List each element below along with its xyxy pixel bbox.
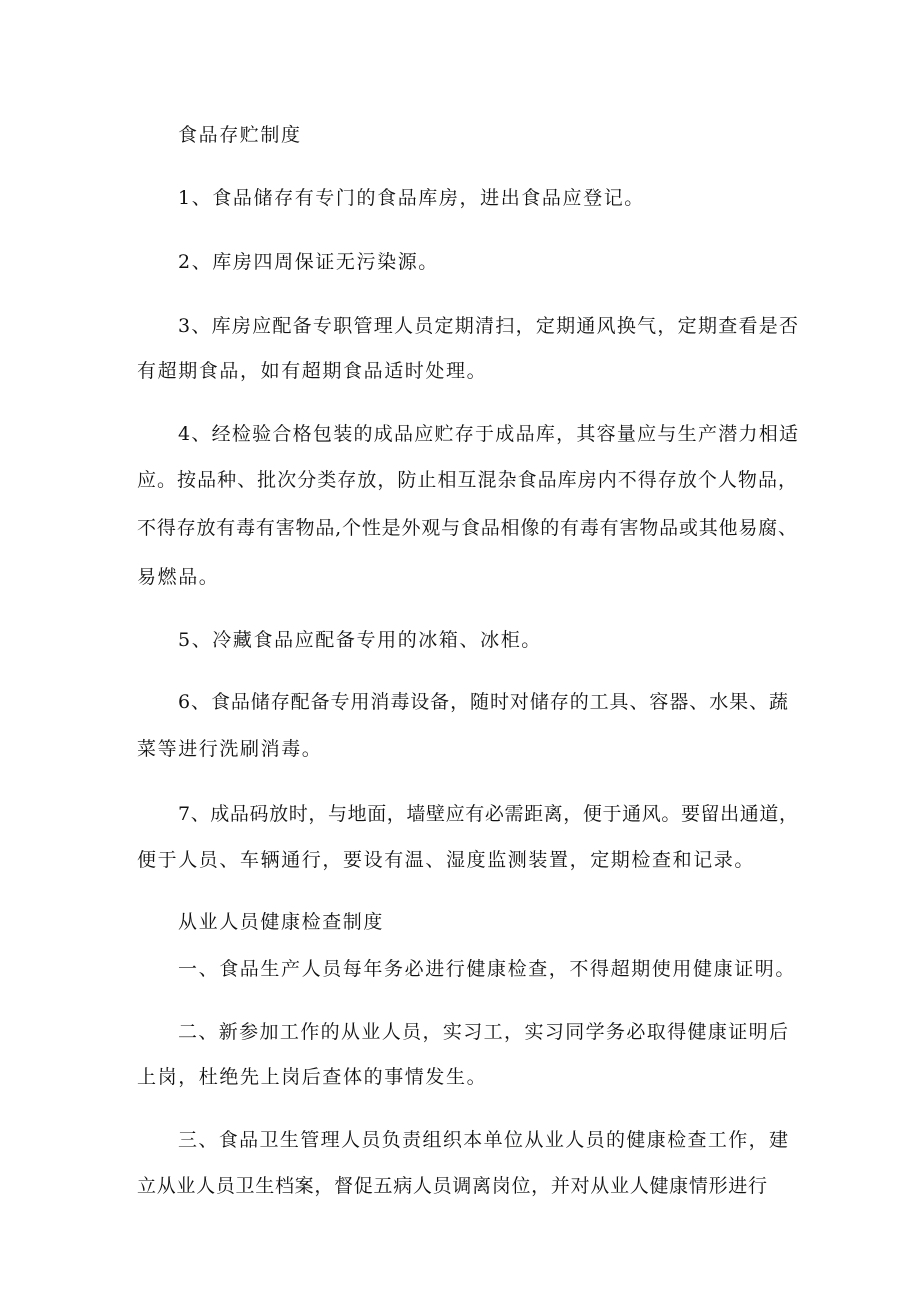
storage-item-6-line-2: 菜等进行洗刷消毒。 — [137, 738, 323, 760]
section-title-health: 从业人员健康检查制度 — [178, 911, 385, 933]
storage-item-1-line-1: 1、食品储存有专门的食品库房，进出食品应登记。 — [178, 187, 645, 209]
storage-item-7-line-1: 7、成品码放时，与地面，墙壁应有必需距离，便于通风。要留出通道， — [178, 803, 798, 825]
health-item-2-line-2: 上岗，杜绝先上岗后查体的事情发生。 — [137, 1066, 488, 1088]
storage-item-4-line-1: 4、经检验合格包装的成品应贮存于成品库，其容量应与生产潜力相适 — [178, 423, 798, 445]
storage-item-4-line-3: 不得存放有毒有害物品,个性是外观与食品相像的有毒有害物品或其他易腐、 — [137, 517, 797, 539]
storage-item-2-line-1: 2、库房四周保证无污染源。 — [178, 251, 439, 273]
storage-item-6-line-1: 6、食品储存配备专用消毒设备，随时对储存的工具、容器、水果、蔬 — [178, 691, 788, 713]
health-item-2-line-1: 二、新参加工作的从业人员，实习工，实习同学务必取得健康证明后 — [178, 1021, 788, 1043]
health-item-3-line-1: 三、食品卫生管理人员负责组织本单位从业人员的健康检查工作，建 — [178, 1129, 788, 1151]
storage-item-7-line-2: 便于人员、车辆通行，要设有温、湿度监测装置，定期检查和记录。 — [137, 849, 756, 871]
health-item-1-line-1: 一、食品生产人员每年务必进行健康检查，不得超期使用健康证明。 — [178, 958, 797, 980]
storage-item-3-line-1: 3、库房应配备专职管理人员定期清扫，定期通风换气，定期查看是否 — [178, 315, 798, 337]
storage-item-3-line-2: 有超期食品，如有超期食品适时处理。 — [137, 360, 488, 382]
section-title-storage: 食品存贮制度 — [178, 124, 302, 146]
storage-item-5-line-1: 5、冷藏食品应配备专用的冰箱、冰柜。 — [178, 629, 542, 651]
storage-item-4-line-4: 易燃品。 — [137, 566, 220, 588]
storage-item-4-line-2: 应。按品种、批次分类存放，防止相互混杂食品库房内不得存放个人物品， — [137, 469, 797, 491]
health-item-3-line-2: 立从业人员卫生档案，督促五病人员调离岗位，并对从业人健康情形进行 — [137, 1175, 767, 1197]
